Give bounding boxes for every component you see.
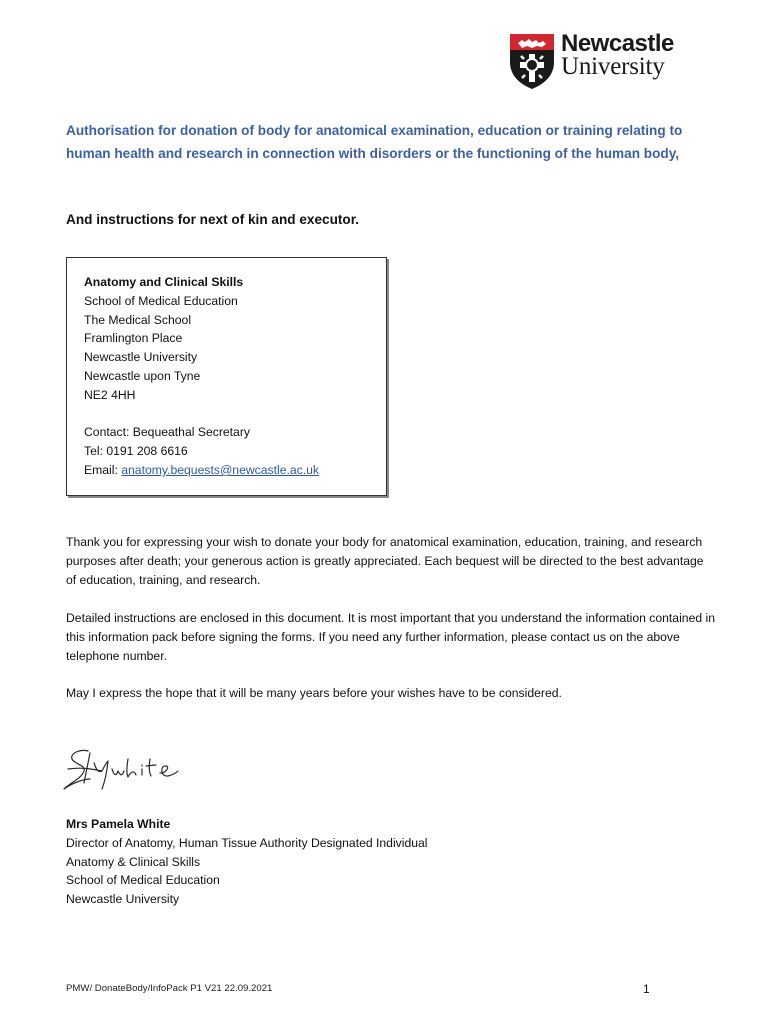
page-number: 1 [643, 982, 650, 996]
contact-email [84, 461, 319, 480]
signatory-university: Newcastle University [66, 892, 180, 907]
signatory-name: Mrs Pamela White [66, 817, 171, 831]
contact-name: Contact: Bequeathal Secretary [84, 425, 250, 440]
footer-reference: PMW/ DonateBody/InfoPack P1 V21 22.09.2021 [66, 983, 273, 994]
logo-wordmark-line2: University [561, 53, 665, 80]
handwritten-signature [62, 745, 187, 795]
address-line: Framlington Place [84, 331, 183, 346]
address-line: Newcastle upon Tyne [84, 368, 201, 383]
contact-telephone: Tel: 0191 208 6616 [84, 444, 188, 459]
paragraph-closing: May I express the hope that it will be many years before your wishes have to be considered. [66, 686, 562, 700]
signatory-title: Director of Anatomy, Human Tissue Authority Designated Individual [66, 835, 428, 850]
document-subtitle: And instructions for next of kin and executor. [66, 212, 360, 227]
signatory-school: School of Medical Education [66, 873, 220, 888]
university-logo [508, 30, 694, 92]
address-line: School of Medical Education [84, 293, 238, 308]
signatory-block [66, 815, 428, 909]
email-label: Email: [84, 462, 122, 477]
paragraph-thank-you: Thank you for expressing your wish to donate your body for anatomical examination, education, training, and research purposes after death; your generous action is greatly appreciated. Each bequest will be directed to the best advantage of education, training, and research. [66, 535, 704, 587]
address-block [84, 273, 319, 480]
shield-icon [508, 32, 556, 90]
address-postcode: NE2 4HH [84, 387, 136, 402]
paragraph-instructions: Detailed instructions are enclosed in this document. It is most important that you understand the information contained in this information pack before signing the forms. If you need any further information, please contact us on the above telephone number. [66, 611, 716, 663]
address-line: Newcastle University [84, 350, 198, 365]
address-line: The Medical School [84, 312, 192, 327]
address-department: Anatomy and Clinical Skills [84, 275, 244, 289]
signatory-department: Anatomy & Clinical Skills [66, 854, 201, 869]
logo-wordmark-line1: Newcastle [561, 30, 674, 57]
document-title: Authorisation for donation of body for anatomical examination, education or training relating to human health and research in connection with disorders or the functioning of the human body, [66, 123, 683, 161]
email-link[interactable]: anatomy.bequests@newcastle.ac.uk [121, 462, 320, 477]
address-box [66, 257, 387, 496]
